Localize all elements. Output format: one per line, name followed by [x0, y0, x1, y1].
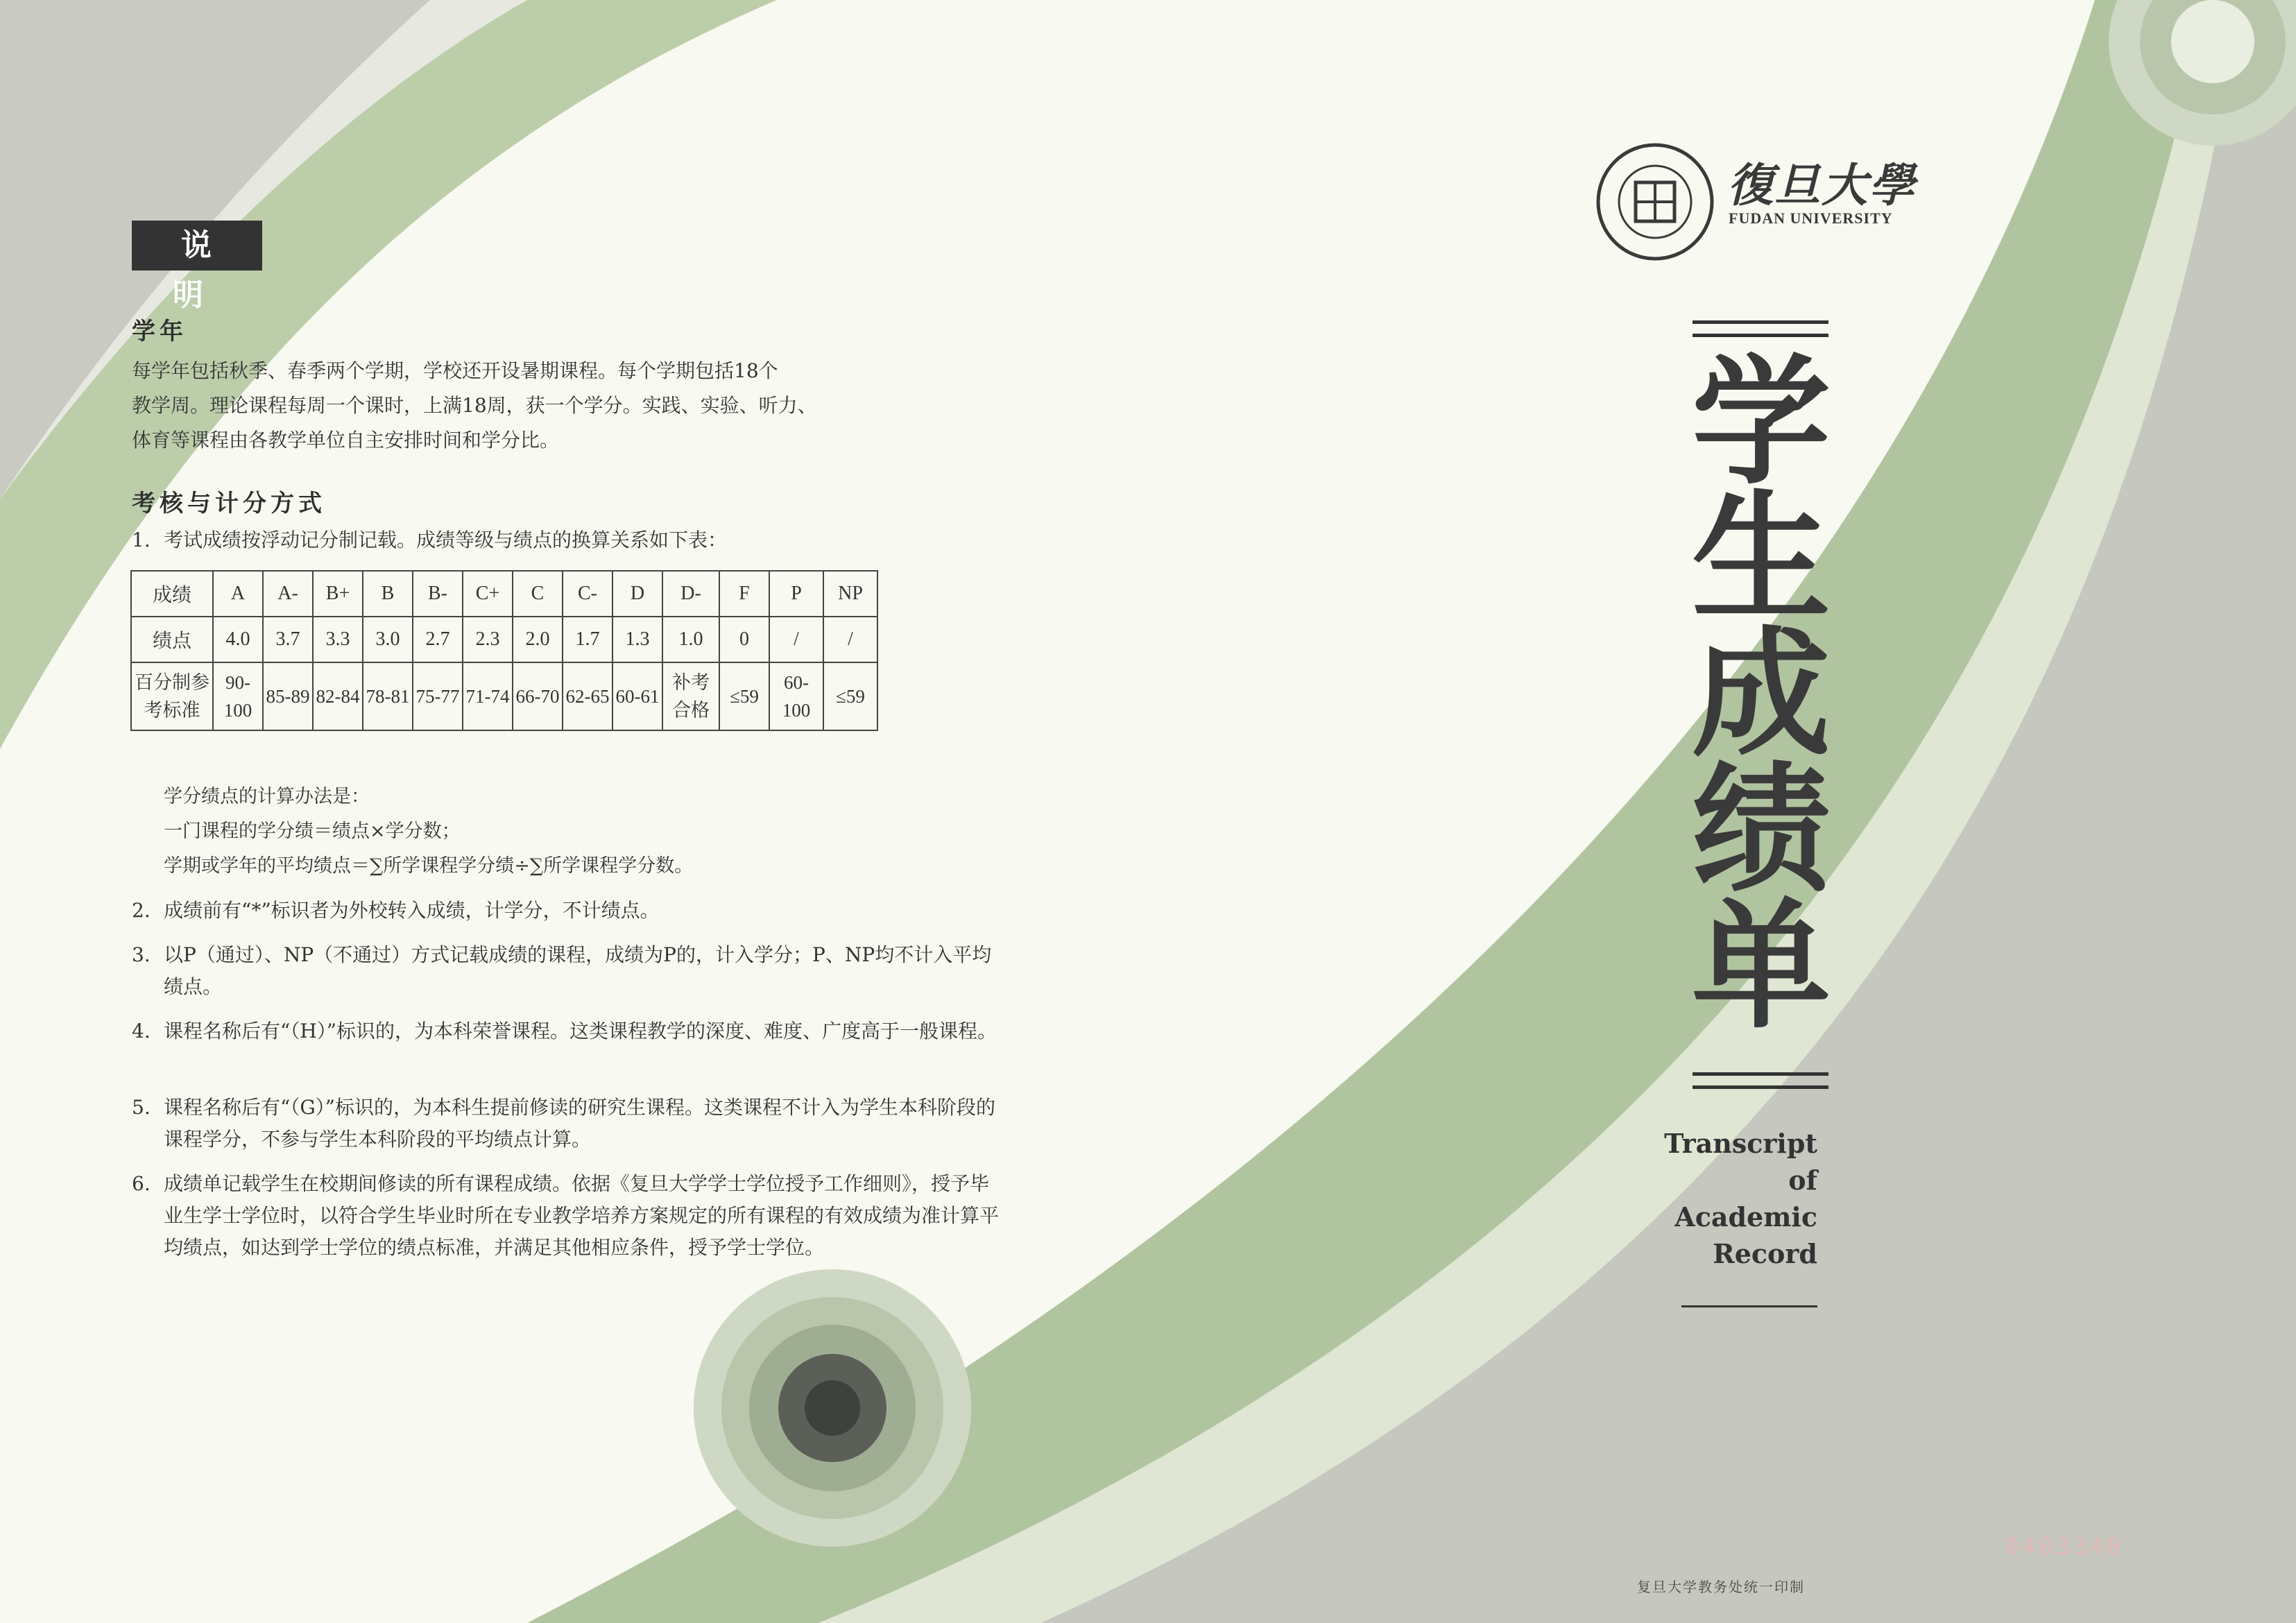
table-cell: D — [612, 571, 662, 617]
section-title-academic-year: 学年 — [132, 318, 187, 345]
table-cell: 2.3 — [463, 617, 513, 662]
table-cell: ≤59 — [719, 662, 769, 730]
rosette-ornament — [694, 1269, 971, 1547]
main-title-cn — [1687, 342, 1835, 1047]
table-cell: 85-89 — [263, 662, 313, 730]
main-title-en — [1651, 1125, 1817, 1272]
table-cell: 4.0 — [213, 617, 263, 662]
table-cell: 82-84 — [313, 662, 363, 730]
table-cell: 1.3 — [612, 617, 662, 662]
table-cell: 0 — [719, 617, 769, 662]
table-cell: C- — [563, 571, 612, 617]
paragraph-line: 体育等课程由各教学单位自主安排时间和学分比。 — [132, 429, 560, 452]
title-en-line: Academic — [1674, 1201, 1817, 1233]
calc-line-1: 一门课程的学分绩＝绩点×学分数； — [164, 821, 461, 842]
table-cell: ≤59 — [823, 662, 877, 730]
table-cell: 2.0 — [513, 617, 563, 662]
logo-name-cn: 復旦大學 — [1727, 158, 1916, 212]
table-cell: F — [719, 571, 769, 617]
fudan-seal-logo — [1595, 142, 1715, 261]
academic-year-paragraph — [132, 354, 909, 458]
table-cell: 3.7 — [263, 617, 313, 662]
table-cell: 78-81 — [363, 662, 413, 730]
row-header: 绩点 — [131, 617, 213, 662]
table-cell: / — [823, 617, 877, 662]
table-cell: 补考合格 — [662, 662, 719, 730]
title-char: 绩 — [1691, 750, 1831, 911]
table-cell: A — [213, 571, 263, 617]
table-row — [131, 662, 877, 730]
calc-line-2: 学期或学年的平均绩点＝∑所学课程学分绩÷∑所学课程学分数。 — [164, 855, 694, 877]
table-cell: 60-61 — [612, 662, 662, 730]
rule-item-4: 4. 课程名称后有“（H）”标识的，为本科荣誉课程。这类课程教学的深度、难度、广度高于一般课程。 — [132, 1020, 997, 1042]
rule-item-5: 5. 课程名称后有“（G）”标识的，为本科生提前修读的研究生课程。这类课程不计入为学生本科阶段的课程学分，不参与学生本科阶段的平均绩点计算。 — [132, 1096, 996, 1151]
printer-footer: 复旦大学教务处统一印制 — [1637, 1579, 1805, 1595]
calc-intro: 学分绩点的计算办法是： — [164, 786, 370, 807]
explanation-heading: 说 明 — [132, 221, 262, 270]
logo-name-en: FUDAN UNIVERSITY — [1729, 209, 1893, 227]
table-cell: 90-100 — [213, 662, 263, 730]
rule-item-1: 1. 考试成绩按浮动记分制记载。成绩等级与绩点的换算关系如下表： — [132, 529, 728, 551]
table-cell: 71-74 — [463, 662, 513, 730]
table-cell: 2.7 — [413, 617, 463, 662]
paragraph-line: 教学周。理论课程每周一个课时，上满18周，获一个学分。实践、实验、听力、 — [132, 394, 817, 417]
table-cell: 1.0 — [662, 617, 719, 662]
table-cell: 3.0 — [363, 617, 413, 662]
title-rule-bottom — [1693, 1072, 1828, 1089]
title-en-line: of — [1788, 1165, 1817, 1196]
title-char: 单 — [1691, 886, 1831, 1047]
table-cell: / — [769, 617, 823, 662]
table-cell: B+ — [313, 571, 363, 617]
table-cell: A- — [263, 571, 313, 617]
title-en-line: Record — [1713, 1238, 1817, 1269]
table-cell: 3.3 — [313, 617, 363, 662]
table-cell: P — [769, 571, 823, 617]
row-header: 百分制参考标准 — [131, 662, 213, 730]
table-cell: D- — [662, 571, 719, 617]
table-cell: B- — [413, 571, 463, 617]
rule-item-6: 6. 成绩单记载学生在校期间修读的所有课程成绩。依据《复旦大学学士学位授予工作细则》，授予毕业生学士学位时，以符合学生毕业时所在专业教学培养方案规定的所有课程的有效成绩为准计算平均绩点，如达到学士学位的绩点标准，并满足其他相应条件，授予学士学位。 — [132, 1172, 1000, 1259]
table-cell: NP — [823, 571, 877, 617]
title-rule-top — [1693, 320, 1828, 337]
rule-item-3: 3. 以P（通过）、NP（不通过）方式记载成绩的课程，成绩为P的，计入学分；P、NP均不计入平均绩点。 — [132, 943, 992, 998]
table-cell: 60-100 — [769, 662, 823, 730]
row-header: 成绩 — [131, 571, 213, 617]
title-char: 学 — [1691, 342, 1831, 504]
table-cell: C — [513, 571, 563, 617]
title-en-rule — [1681, 1305, 1817, 1307]
table-cell: B — [363, 571, 413, 617]
table-cell: C+ — [463, 571, 513, 617]
grade-conversion-table — [130, 570, 878, 731]
table-row — [131, 571, 877, 617]
section-title-grading: 考核与计分方式 — [132, 490, 326, 517]
title-en-line: Transcript — [1664, 1128, 1817, 1159]
serial-number: 0403340 — [2005, 1533, 2124, 1561]
title-char: 成 — [1691, 614, 1831, 775]
table-cell: 1.7 — [563, 617, 612, 662]
rule-item-2: 2. 成绩前有“*”标识者为外校转入成绩，计学分，不计绩点。 — [132, 899, 660, 922]
paragraph-line: 每学年包括秋季、春季两个学期，学校还开设暑期课程。每个学期包括18个 — [132, 359, 778, 382]
table-cell: 66-70 — [513, 662, 563, 730]
title-char: 生 — [1691, 478, 1831, 639]
table-row — [131, 617, 877, 662]
table-cell: 62-65 — [563, 662, 612, 730]
table-cell: 75-77 — [413, 662, 463, 730]
